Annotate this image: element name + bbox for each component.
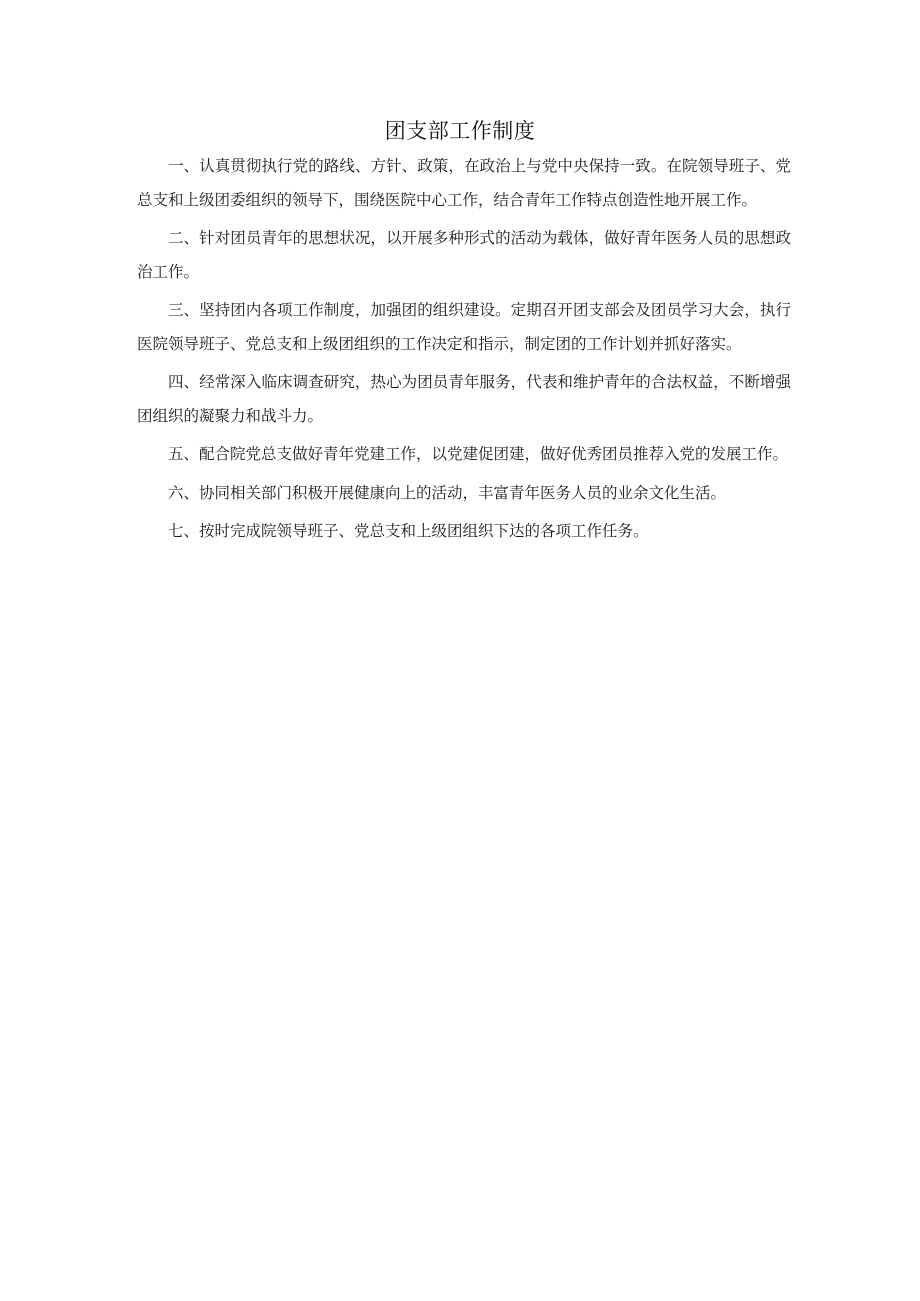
document-title: 团支部工作制度 — [384, 119, 536, 143]
paragraph-3: 三、坚持团内各项工作制度，加强团的组织建设。定期召开团支部会及团员学习大会，执行医院领导班子、党总支和上级团组织的工作决定和指示，制定团的工作计划并抓好落实。 — [137, 301, 791, 353]
paragraph-1: 一、认真贯彻执行党的路线、方针、政策，在政治上与党中央保持一致。在院领导班子、党总支和上级团委组织的领导下，围绕医院中心工作，结合青年工作特点创造性地开展工作。 — [137, 157, 791, 209]
document-body — [137, 150, 791, 554]
paragraph-6: 六、协同相关部门积极开展健康向上的活动，丰富青年医务人员的业余文化生活。 — [168, 483, 727, 502]
paragraph-4: 四、经常深入临床调查研究，热心为团员青年服务，代表和维护青年的合法权益，不断增强团组织的凝聚力和战斗力。 — [137, 373, 791, 425]
paragraph-2: 二、针对团员青年的思想状况，以开展多种形式的活动为载体，做好青年医务人员的思想政治工作。 — [137, 229, 791, 281]
paragraph-5: 五、配合院党总支做好青年党建工作，以党建促团建，做好优秀团员推荐入党的发展工作。 — [168, 445, 789, 463]
paragraph-7: 七、按时完成院领导班子、党总支和上级团组织下达的各项工作任务。 — [168, 522, 649, 540]
